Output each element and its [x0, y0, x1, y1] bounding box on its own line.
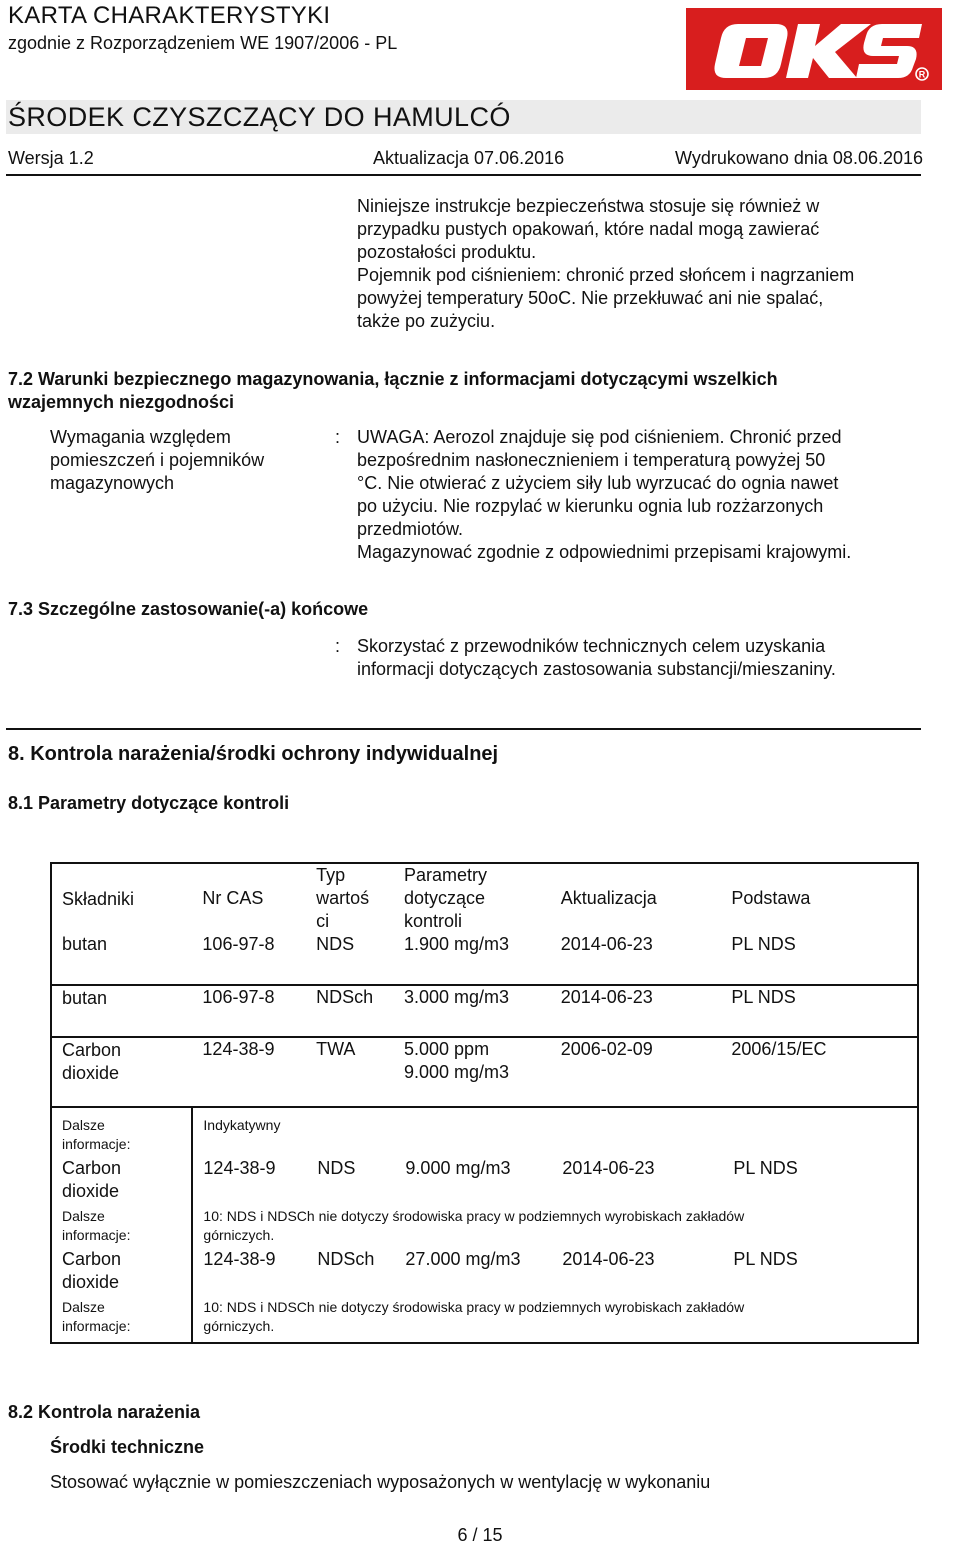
table-cell: 3.000 mg/m3	[404, 987, 510, 1007]
table-cell: 9.000 mg/m3	[405, 1158, 511, 1178]
table-cell: 2014-06-23	[562, 1249, 655, 1269]
section-divider	[6, 728, 921, 730]
table-cell: 2006-02-09	[560, 1039, 653, 1059]
label-line: magazynowych	[50, 473, 175, 493]
table-cell: 2014-06-23	[562, 1158, 655, 1178]
table-cell: NDSch	[317, 1249, 375, 1269]
cell-line: 9.000 mg/m3	[404, 1062, 510, 1082]
oks-logo	[686, 8, 942, 90]
header-cell	[306, 863, 394, 933]
text-line: także po zużyciu.	[357, 311, 496, 331]
header-line: wartoś	[316, 888, 370, 908]
header-cell	[394, 863, 551, 933]
product-title: ŚRODEK CZYSZCZĄCY DO HAMULCÓ	[8, 102, 511, 132]
storage-requirements-value	[357, 426, 851, 564]
table-row	[51, 1037, 918, 1107]
further-info-text: Indykatywny	[203, 1117, 281, 1133]
heading-line: wzajemnych niezgodności	[8, 392, 235, 412]
further-info-label: informacje:	[62, 1227, 131, 1243]
further-info-block	[192, 1107, 918, 1343]
further-info-label: Dalsze	[62, 1208, 105, 1224]
section-8-heading: 8. Kontrola narażenia/środki ochrony indywidualnej	[8, 743, 499, 765]
table-row	[51, 1107, 918, 1343]
technical-measures-heading: Środki techniczne	[50, 1437, 205, 1457]
table-cell	[394, 1037, 551, 1107]
table-row	[51, 985, 918, 1037]
table-cell: 124-38-9	[203, 1158, 276, 1178]
table-cell: PL NDS	[721, 933, 918, 985]
table-header-row	[51, 863, 918, 933]
text-line: po użyciu. Nie rozpylać w kierunku ognia lub rozżarzonych	[357, 496, 824, 516]
header-line: kontroli	[404, 911, 463, 931]
intro-paragraph	[357, 195, 854, 333]
text-line: bezpośrednim nasłonecznieniem i temperaturą powyżej 50	[357, 450, 826, 470]
further-info-label: Dalsze	[62, 1117, 105, 1133]
table-cell: NDS	[317, 1158, 356, 1178]
table-cell: 1.900 mg/m3	[404, 934, 510, 954]
header-divider	[6, 174, 921, 176]
further-info-label: informacje:	[62, 1136, 131, 1152]
text-line: przypadku pustych opakowań, które nadal mogą zawierać	[357, 219, 820, 239]
text-line: °C. Nie otwierać z użyciem siły lub wyrzucać do ognia nawet	[357, 473, 839, 493]
further-info-text: 10: NDS i NDSCh nie dotyczy środowiska pracy w podziemnych wyrobiskach zakładów	[203, 1299, 745, 1315]
svg-text:R: R	[918, 69, 926, 80]
document-type-title: KARTA CHARAKTERYSTYKI	[8, 2, 331, 29]
table-cell	[51, 1107, 192, 1343]
regulation-subtitle: zgodnie z Rozporządzeniem WE 1907/2006 - PL	[8, 33, 398, 53]
header-cell: Składniki	[51, 863, 192, 933]
table-cell: TWA	[316, 1039, 356, 1059]
further-info-text: 10: NDS i NDSCh nie dotyczy środowiska pracy w podziemnych wyrobiskach zakładów	[203, 1208, 745, 1224]
section-8-2-heading: 8.2 Kontrola narażenia	[8, 1402, 201, 1422]
cell-line: dioxide	[62, 1181, 120, 1201]
header-line: dotyczące	[404, 888, 486, 908]
table-row	[51, 933, 918, 985]
cell-line: Carbon	[62, 1249, 122, 1269]
exposure-parameters-table	[50, 862, 919, 1344]
table-cell: 27.000 mg/m3	[405, 1249, 521, 1269]
header-cell: Podstawa	[721, 863, 918, 933]
table-cell: NDS	[316, 934, 355, 954]
section-7-3-heading: 7.3 Szczególne zastosowanie(-a) końcowe	[8, 599, 369, 619]
header-cell: Nr CAS	[202, 888, 264, 908]
label-line: Wymagania względem	[50, 427, 231, 447]
table-subrow	[203, 1248, 917, 1271]
heading-line: 7.2 Warunki bezpiecznego magazynowania, łącznie z informacjami dotyczącymi wszelkich	[8, 369, 778, 389]
end-use-value	[357, 635, 836, 681]
table-cell: butan	[51, 985, 192, 1037]
header-line: ci	[316, 911, 330, 931]
text-line: przedmiotów.	[357, 519, 464, 539]
table-cell: 124-38-9	[203, 1249, 276, 1269]
further-info-label: Dalsze	[62, 1299, 105, 1315]
label-line: pomieszczeń i pojemników	[50, 450, 265, 470]
table-cell: 124-38-9	[202, 1039, 275, 1059]
storage-requirements-label	[50, 426, 264, 495]
table-cell: 106-97-8	[202, 934, 275, 954]
header-line: Parametry	[404, 865, 488, 885]
text-line: Skorzystać z przewodników technicznych celem uzyskania	[357, 636, 826, 656]
print-date: Wydrukowano dnia 08.06.2016	[675, 148, 924, 168]
table-cell: PL NDS	[733, 1158, 798, 1178]
table-cell: 2014-06-23	[560, 987, 653, 1007]
table-cell: 2006/15/EC	[721, 1037, 918, 1107]
table-cell	[51, 1037, 192, 1107]
text-line: Magazynować zgodnie z odpowiednimi przepisami krajowymi.	[357, 542, 852, 562]
text-line: pozostałości produktu.	[357, 242, 537, 262]
text-line: informacji dotyczących zastosowania substancji/mieszaniny.	[357, 659, 836, 679]
text-line: Niniejsze instrukcje bezpieczeństwa stosuje się również w	[357, 196, 820, 216]
table-subrow	[203, 1157, 917, 1180]
further-info-text: górniczych.	[203, 1318, 275, 1334]
colon-separator: :	[335, 427, 341, 447]
table-cell: PL NDS	[721, 985, 918, 1037]
colon-separator: :	[335, 636, 341, 656]
section-7-2-heading	[8, 368, 778, 414]
page-number: 6 / 15	[457, 1525, 503, 1545]
further-info-label: informacje:	[62, 1318, 131, 1334]
header-line: Typ	[316, 865, 346, 885]
version-label: Wersja 1.2	[8, 148, 94, 168]
update-date: Aktualizacja 07.06.2016	[373, 148, 565, 168]
header-cell: Aktualizacja	[560, 888, 657, 908]
table-cell: 2014-06-23	[560, 934, 653, 954]
cell-line: Carbon	[62, 1040, 122, 1060]
cell-line: 5.000 ppm	[404, 1039, 490, 1059]
section-8-1-heading: 8.1 Parametry dotyczące kontroli	[8, 793, 290, 813]
cell-line: Carbon	[62, 1158, 122, 1178]
table-cell: 106-97-8	[202, 987, 275, 1007]
table-cell: NDSch	[316, 987, 374, 1007]
table-cell: butan	[51, 933, 192, 985]
further-info-text: górniczych.	[203, 1227, 275, 1243]
cell-line: dioxide	[62, 1063, 120, 1083]
text-line: Pojemnik pod ciśnieniem: chronić przed słońcem i nagrzaniem	[357, 265, 855, 285]
text-line: powyżej temperatury 50oC. Nie przekłuwać ani nie spalać,	[357, 288, 824, 308]
table-cell: PL NDS	[733, 1249, 798, 1269]
technical-measures-text: Stosować wyłącznie w pomieszczeniach wyposażonych w wentylację w wykonaniu	[50, 1472, 711, 1492]
cell-line: dioxide	[62, 1272, 120, 1292]
text-line: UWAGA: Aerozol znajduje się pod ciśnieniem. Chronić przed	[357, 427, 842, 447]
